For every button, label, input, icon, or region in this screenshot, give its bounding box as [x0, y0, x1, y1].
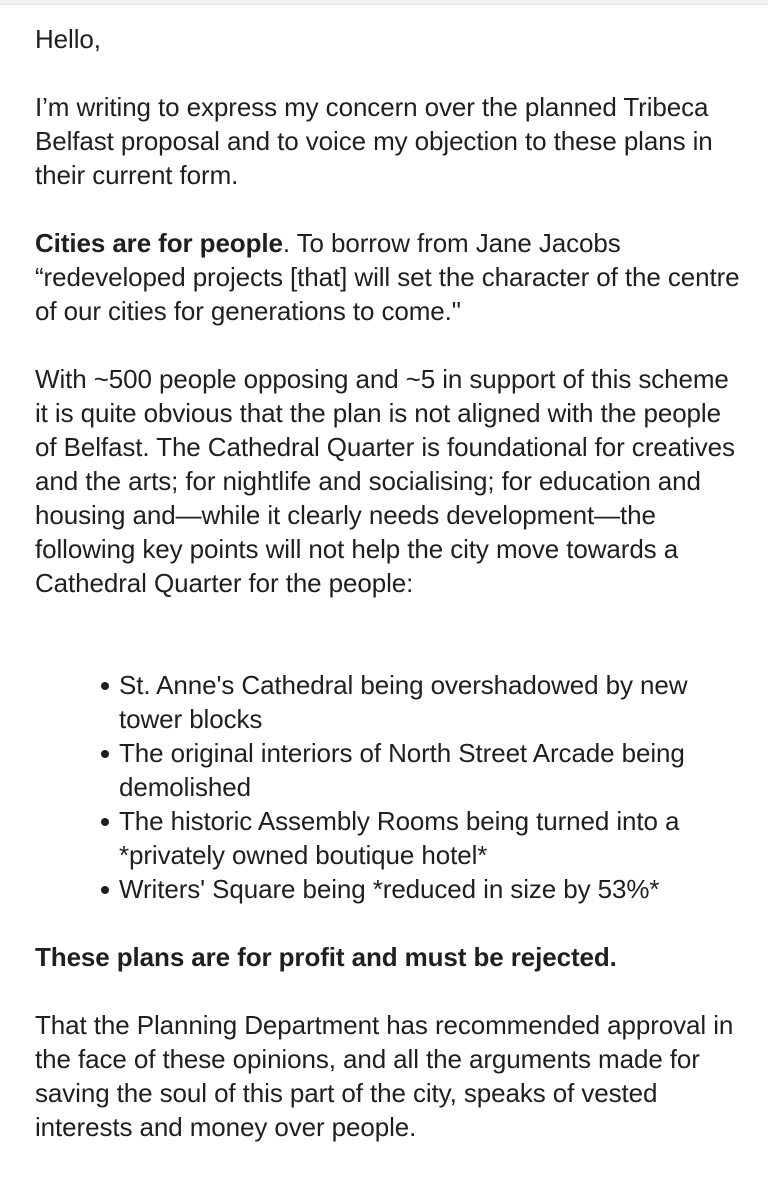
- key-points-list: [35, 668, 747, 906]
- cities-bold-text: Cities are for people: [35, 228, 283, 258]
- conclusion-bold: These plans are for profit and must be rejected.: [35, 942, 617, 972]
- list-item: St. Anne's Cathedral being overshadowed by new tower blocks: [119, 668, 747, 736]
- list-item: Writers' Square being *reduced in size by 53%*: [119, 872, 747, 906]
- support-paragraph: With ~500 people opposing and ~5 in support of this scheme it is quite obvious that the plan is not aligned with the people of Belfast. The Cathedral Quarter is foundational for creatives and the arts; for nightlife and socialising; for education and housing and—while it clearly needs development—the following key points will not help the city move towards a Cathedral Quarter for the people:: [35, 364, 735, 598]
- cities-paragraph: [35, 226, 747, 328]
- list-item: The original interiors of North Street Arcade being demolished: [119, 736, 747, 804]
- greeting: Hello,: [35, 24, 101, 54]
- closing-paragraph: That the Planning Department has recommended approval in the face of these opinions, and all the arguments made for saving the soul of this part of the city, speaks of vested interests and money over people.: [35, 1010, 734, 1142]
- email-body: [35, 22, 747, 1144]
- list-item: The historic Assembly Rooms being turned into a *privately owned boutique hotel*: [119, 804, 747, 872]
- top-edge-divider: [0, 0, 768, 5]
- cities-rest-text: . To borrow from Jane Jacobs “redeveloped projects [that] will set the character of the centre of our cities for generations to come.": [35, 228, 740, 326]
- intro-paragraph: I’m writing to express my concern over the planned Tribeca Belfast proposal and to voice my objection to these plans in their current form.: [35, 92, 713, 190]
